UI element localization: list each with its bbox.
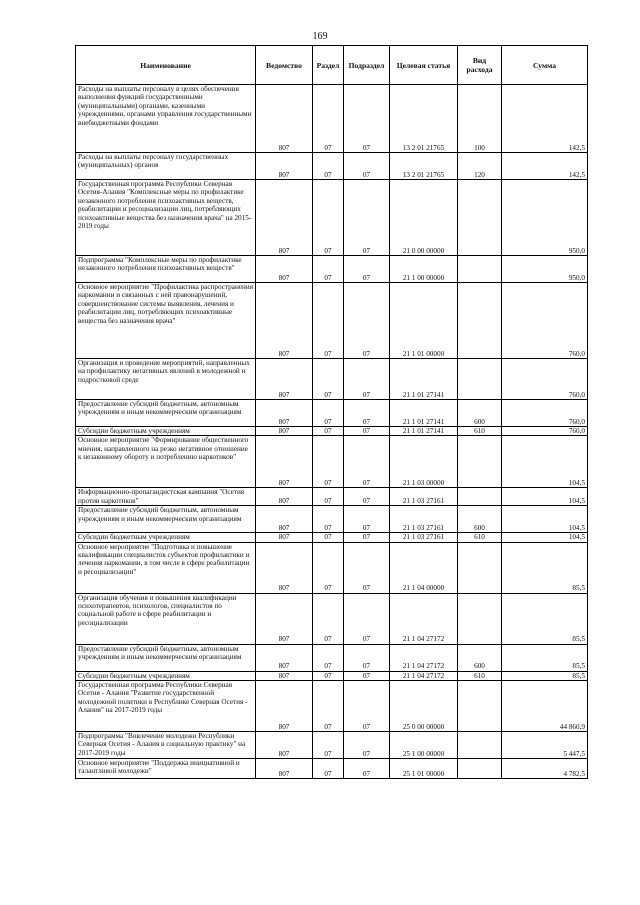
row-exp-type-cell: 610 <box>458 533 502 542</box>
row-dept-cell: 807 <box>256 542 313 593</box>
row-exp-type-cell <box>458 283 502 359</box>
row-amount-cell: 85,5 <box>502 542 588 593</box>
row-section-cell: 07 <box>313 644 344 671</box>
row-subsection-cell: 07 <box>344 436 390 488</box>
row-amount-cell: 104,5 <box>502 488 588 506</box>
row-subsection-cell: 07 <box>344 671 390 680</box>
budget-table <box>75 45 588 779</box>
row-section-cell: 07 <box>313 759 344 779</box>
row-amount-cell: 104,5 <box>502 436 588 488</box>
table-row <box>76 153 588 180</box>
row-subsection-cell: 07 <box>344 359 390 400</box>
row-amount-cell: 85,5 <box>502 593 588 644</box>
row-amount-cell: 104,5 <box>502 533 588 542</box>
table-row <box>76 436 588 488</box>
row-amount-cell: 142,5 <box>502 153 588 180</box>
row-section-cell: 07 <box>313 436 344 488</box>
row-name-cell: Основное мероприятие "Поддержка инициативной и талантливой молодежи" <box>76 759 256 779</box>
row-name-cell: Подпрограмма "Вовлечение молодежи Республики Северная Осетия - Алания в социальную практику" на 2017-2019 годы <box>76 732 256 759</box>
row-dept-cell: 807 <box>256 732 313 759</box>
row-target-cell: 13 2 01 21765 <box>390 153 458 180</box>
row-exp-type-cell <box>458 681 502 732</box>
row-name-cell: Предоставление субсидий бюджетным, автономным учреждениям и иным некоммерческим организациям <box>76 506 256 533</box>
row-dept-cell: 807 <box>256 593 313 644</box>
row-dept-cell: 807 <box>256 283 313 359</box>
row-dept-cell: 807 <box>256 359 313 400</box>
row-target-cell: 25 1 01 00000 <box>390 759 458 779</box>
row-amount-cell: 85,5 <box>502 644 588 671</box>
row-name-cell: Организация обучения и повышения квалификации психотерапевтов, психологов, специалистов по социальной работе в сфере реабилитации и ресоциализации <box>76 593 256 644</box>
row-target-cell: 25 1 00 00000 <box>390 732 458 759</box>
table-row <box>76 681 588 732</box>
row-dept-cell: 807 <box>256 681 313 732</box>
row-amount-cell: 760,0 <box>502 359 588 400</box>
row-amount-cell: 950,0 <box>502 180 588 256</box>
header-exp-type: Вид расхода <box>458 46 502 85</box>
row-target-cell: 21 1 03 27161 <box>390 533 458 542</box>
row-exp-type-cell: 600 <box>458 506 502 533</box>
row-dept-cell: 807 <box>256 256 313 283</box>
row-section-cell: 07 <box>313 732 344 759</box>
row-dept-cell: 807 <box>256 427 313 436</box>
row-name-cell: Государственная программа Республики Северная Осетия - Алания "Развитие государственной молодежной политики в Республике Северная Осетия - Алания" на 2017-2019 годы <box>76 681 256 732</box>
row-dept-cell: 807 <box>256 759 313 779</box>
row-subsection-cell: 07 <box>344 506 390 533</box>
row-section-cell: 07 <box>313 593 344 644</box>
row-target-cell: 13 2 01 21765 <box>390 85 458 153</box>
table-row <box>76 359 588 400</box>
row-section-cell: 07 <box>313 283 344 359</box>
row-target-cell: 21 1 01 27141 <box>390 359 458 400</box>
table-body <box>76 85 588 779</box>
row-subsection-cell: 07 <box>344 681 390 732</box>
row-target-cell: 21 1 01 27141 <box>390 400 458 427</box>
page-number: 169 <box>312 31 328 42</box>
row-name-cell: Субсидии бюджетным учреждениям <box>76 671 256 680</box>
row-name-cell: Основное мероприятие "Профилактика распространения наркомании и связанных с ней правонарушений, совершенствование системы выявления, лечения и реабилитации лиц, потребляющих психоактивные вещества без назначения врача" <box>76 283 256 359</box>
row-name-cell: Предоставление субсидий бюджетным, автономным учреждениям и иным некоммерческим организациям <box>76 644 256 671</box>
row-exp-type-cell: 610 <box>458 427 502 436</box>
table-row <box>76 283 588 359</box>
header-section: Раздел <box>313 46 344 85</box>
row-subsection-cell: 07 <box>344 85 390 153</box>
row-exp-type-cell <box>458 359 502 400</box>
row-dept-cell: 807 <box>256 488 313 506</box>
row-target-cell: 21 1 03 27161 <box>390 488 458 506</box>
row-section-cell: 07 <box>313 681 344 732</box>
row-target-cell: 21 1 01 27141 <box>390 427 458 436</box>
row-target-cell: 25 0 00 00000 <box>390 681 458 732</box>
table-row <box>76 759 588 779</box>
table-row <box>76 671 588 680</box>
row-section-cell: 07 <box>313 180 344 256</box>
header-amount: Сумма <box>502 46 588 85</box>
row-name-cell: Субсидии бюджетным учреждениям <box>76 427 256 436</box>
row-exp-type-cell: 600 <box>458 644 502 671</box>
row-exp-type-cell: 600 <box>458 400 502 427</box>
row-section-cell: 07 <box>313 256 344 283</box>
row-target-cell: 21 1 04 27172 <box>390 644 458 671</box>
row-name-cell: Предоставление субсидий бюджетным, автономным учреждениям и иным некоммерческим организациям <box>76 400 256 427</box>
row-exp-type-cell <box>458 759 502 779</box>
row-section-cell: 07 <box>313 427 344 436</box>
row-subsection-cell: 07 <box>344 153 390 180</box>
header-subsection: Подраздел <box>344 46 390 85</box>
row-target-cell: 21 1 04 00000 <box>390 542 458 593</box>
row-subsection-cell: 07 <box>344 427 390 436</box>
table-row <box>76 256 588 283</box>
row-target-cell: 21 0 00 00000 <box>390 180 458 256</box>
row-exp-type-cell <box>458 436 502 488</box>
row-dept-cell: 807 <box>256 436 313 488</box>
row-exp-type-cell <box>458 180 502 256</box>
row-exp-type-cell <box>458 488 502 506</box>
row-name-cell: Субсидии бюджетным учреждениям <box>76 533 256 542</box>
header-target: Целевая статья <box>390 46 458 85</box>
table-row <box>76 400 588 427</box>
table-row <box>76 85 588 153</box>
row-target-cell: 21 1 03 00000 <box>390 436 458 488</box>
table-row <box>76 506 588 533</box>
row-subsection-cell: 07 <box>344 283 390 359</box>
row-dept-cell: 807 <box>256 153 313 180</box>
row-name-cell: Основное мероприятие "Подготовка и повышение квалификации специалистов субъектов профилактики и лечения наркомании, в том числе в сфере реабилитации и ресоциализации" <box>76 542 256 593</box>
header-name: Наименование <box>76 46 256 85</box>
row-exp-type-cell <box>458 732 502 759</box>
row-subsection-cell: 07 <box>344 180 390 256</box>
row-target-cell: 21 1 00 00000 <box>390 256 458 283</box>
row-amount-cell: 44 860,9 <box>502 681 588 732</box>
row-subsection-cell: 07 <box>344 732 390 759</box>
row-dept-cell: 807 <box>256 400 313 427</box>
row-name-cell: Информационно-пропагандистская кампания "Осетия против наркотиков" <box>76 488 256 506</box>
row-section-cell: 07 <box>313 85 344 153</box>
row-name-cell: Государственная программа Республики Северная Осетия-Алания "Комплексные меры по профилактике незаконного потребления психоактивных веществ, реабилитации и ресоциализации лиц, потребляющих психоактивные вещества без назначения врача" на 2015-2019 годы <box>76 180 256 256</box>
row-section-cell: 07 <box>313 153 344 180</box>
row-exp-type-cell: 100 <box>458 85 502 153</box>
row-target-cell: 21 1 01 00000 <box>390 283 458 359</box>
table-header-row <box>76 46 588 85</box>
row-dept-cell: 807 <box>256 533 313 542</box>
row-exp-type-cell <box>458 256 502 283</box>
row-dept-cell: 807 <box>256 671 313 680</box>
row-section-cell: 07 <box>313 542 344 593</box>
row-amount-cell: 142,5 <box>502 85 588 153</box>
row-amount-cell: 85,5 <box>502 671 588 680</box>
row-subsection-cell: 07 <box>344 488 390 506</box>
table-row <box>76 488 588 506</box>
row-name-cell: Организация и проведение мероприятий, направленных на профилактику негативных явлений в молодежной и подростковой среде <box>76 359 256 400</box>
row-exp-type-cell <box>458 593 502 644</box>
row-exp-type-cell <box>458 542 502 593</box>
table-row <box>76 542 588 593</box>
row-subsection-cell: 07 <box>344 400 390 427</box>
row-amount-cell: 760,0 <box>502 283 588 359</box>
row-dept-cell: 807 <box>256 180 313 256</box>
row-section-cell: 07 <box>313 400 344 427</box>
table-row <box>76 732 588 759</box>
row-subsection-cell: 07 <box>344 759 390 779</box>
row-name-cell: Расходы на выплаты персоналу в целях обеспечения выполнения функций государственными (муниципальными) органами, казенными учреждениями, органами управления государственными внебюджетными фондами <box>76 85 256 153</box>
row-amount-cell: 104,5 <box>502 506 588 533</box>
table-row <box>76 593 588 644</box>
row-target-cell: 21 1 03 27161 <box>390 506 458 533</box>
row-section-cell: 07 <box>313 533 344 542</box>
row-target-cell: 21 1 04 27172 <box>390 671 458 680</box>
row-section-cell: 07 <box>313 488 344 506</box>
row-name-cell: Основное мероприятие "Формирование общественного мнения, направленного на резко негативное отношение к незаконному обороту и потреблению наркотиков" <box>76 436 256 488</box>
row-amount-cell: 950,0 <box>502 256 588 283</box>
row-dept-cell: 807 <box>256 644 313 671</box>
row-name-cell: Подпрограмма "Комплексные меры по профилактике незаконного потребления психоактивных веществ" <box>76 256 256 283</box>
table-row <box>76 180 588 256</box>
row-exp-type-cell: 610 <box>458 671 502 680</box>
row-section-cell: 07 <box>313 359 344 400</box>
row-amount-cell: 4 782,5 <box>502 759 588 779</box>
row-exp-type-cell: 120 <box>458 153 502 180</box>
table-row <box>76 427 588 436</box>
row-amount-cell: 760,0 <box>502 427 588 436</box>
row-subsection-cell: 07 <box>344 542 390 593</box>
row-dept-cell: 807 <box>256 85 313 153</box>
row-target-cell: 21 1 04 27172 <box>390 593 458 644</box>
row-subsection-cell: 07 <box>344 644 390 671</box>
row-amount-cell: 760,0 <box>502 400 588 427</box>
table-row <box>76 533 588 542</box>
row-section-cell: 07 <box>313 506 344 533</box>
row-amount-cell: 5 447,5 <box>502 732 588 759</box>
header-dept: Ведомство <box>256 46 313 85</box>
row-subsection-cell: 07 <box>344 593 390 644</box>
row-subsection-cell: 07 <box>344 533 390 542</box>
row-dept-cell: 807 <box>256 506 313 533</box>
row-subsection-cell: 07 <box>344 256 390 283</box>
row-section-cell: 07 <box>313 671 344 680</box>
row-name-cell: Расходы на выплаты персоналу государственных (муниципальных) органов <box>76 153 256 180</box>
table-row <box>76 644 588 671</box>
